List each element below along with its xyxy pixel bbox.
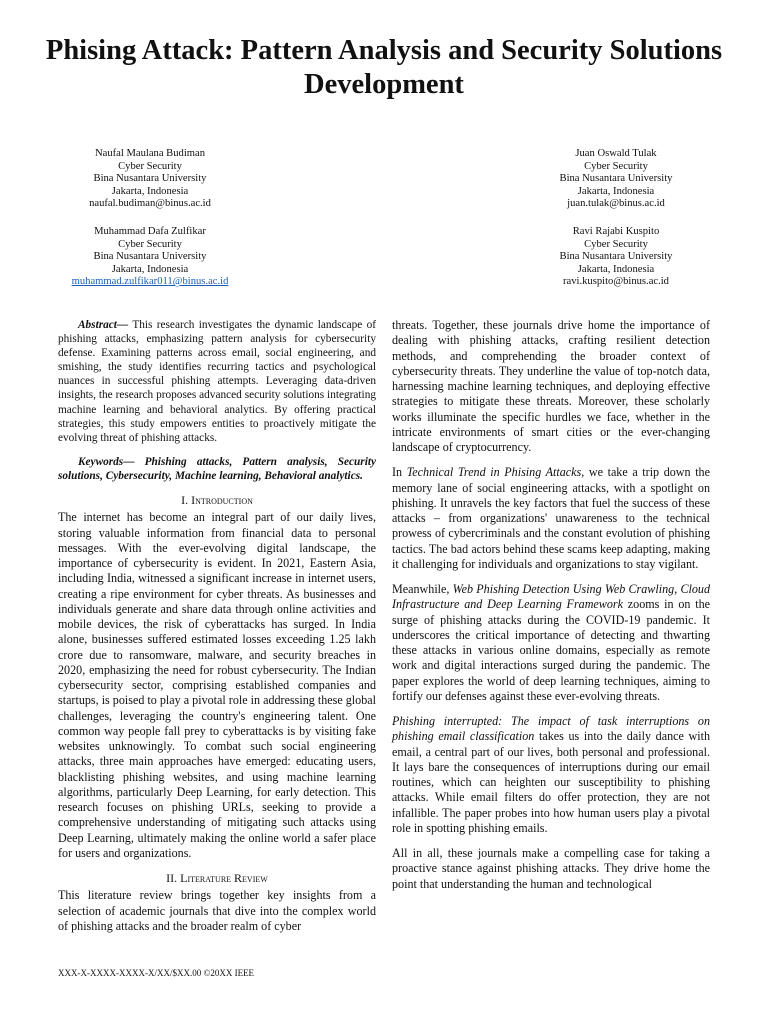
- author-block: [30, 148, 270, 211]
- paragraph: threats. Together, these journals drive home the importance of dealing with phishing attacks, crafting resilient detection methods, and comprehending the broader context of cybersecurity threats. They underline the value of top-notch data, harnessing machine learning techniques, and deploying effective strategies to mitigate these threats. Moreover, these scholarly works illuminate the specific hurdles we face, whether in the intricate environments of smart cities or the ever-changing landscape of cryptocurrency.: [392, 318, 710, 454]
- text: zooms in on the surge of phishing attacks during the COVID-19 pandemic. It underscores the critical importance of detecting and thwarting these attacks in various online domains, especially as remote work and digital interactions surged during the pandemic. The paper explores the world of deep learning techniques, aiming to fortify our defenses against these ever-evolving threats.: [392, 597, 710, 703]
- text: In: [392, 465, 407, 480]
- copyright-footer: XXX-X-XXXX-XXXX-X/XX/$XX.00 ©20XX IEEE: [58, 968, 255, 978]
- left-column: [58, 318, 376, 934]
- author-name: Muhammad Dafa Zulfikar: [94, 226, 206, 237]
- cited-title: Phishing interrupted: The impact of task interruptions on phishing email classification: [392, 714, 710, 744]
- section-heading: I. Introduction: [181, 493, 253, 508]
- paragraph: [392, 714, 710, 836]
- author-name: Naufal Maulana Budiman: [94, 148, 206, 159]
- author-dept: Cyber Security: [118, 160, 182, 172]
- lit-paragraph: This literature review brings together key insights from a selection of academic journals that dive into the complex world of phishing attacks and the broader realm of cyber: [58, 888, 376, 933]
- intro-paragraph: The internet has become an integral part of our daily lives, storing valuable information from financial data to personal messages. With the ever-evolving digital landscape, the importance of cybersecurity is evident. In 2021, Eastern Asia, including India, witnessed a significant increase in internet users, creating a ripe environment for cyber threats. As businesses and individuals generate and share data through online activities and mobile devices, the risk of cyberattacks has surged. In India alone, businesses suffered estimated losses exceeding 1.25 lakh crore due to ransomware, malware, and security breaches in 2020, emphasizing the need for robust cybersecurity. The Indian cybersecurity sector, comprising established companies and startups, is poised to play a pivotal role in addressing these global challenges, leveraging the country's engineering talent. One common way people fall prey to cyberattacks is by visiting fake websites unknowingly. To combat such social engineering attacks, three main approaches have emerged: educating users, blacklisting phishing websites, and using machine learning algorithms, particularly Deep Learning, for early detection. This research focuses on phishing URLs, seeking to provide a comprehensive understanding of mitigating such attacks using Deep Learning, ultimately making the online world a safer place for users and organizations.: [58, 510, 376, 860]
- abstract-label: Abstract—: [78, 319, 129, 331]
- author-dept: Cyber Security: [584, 238, 648, 250]
- cited-title: Technical Trend in Phising Attacks: [406, 465, 582, 480]
- paper-title: Phising Attack: Pattern Analysis and Security Solutions Development: [45, 35, 723, 100]
- author-block: [496, 226, 736, 289]
- author-org: Bina Nusantara University: [559, 173, 673, 185]
- author-name: Ravi Rajabi Kuspito: [572, 226, 660, 237]
- section-heading: II. Literature Review: [166, 871, 268, 886]
- author-block: [496, 148, 736, 211]
- author-block: [30, 226, 270, 289]
- cited-title: Web Phishing Detection Using Web Crawling, Cloud Infrastructure and Deep Learning Framework: [392, 582, 711, 612]
- author-email: naufal.budiman@binus.ac.id: [89, 198, 211, 210]
- author-name: Juan Oswald Tulak: [575, 148, 657, 159]
- author-email: juan.tulak@binus.ac.id: [567, 198, 665, 210]
- author-location: Jakarta, Indonesia: [111, 185, 189, 197]
- keywords: Keywords— Phishing attacks, Pattern analysis, Security solutions, Cybersecurity, Machine learning, Behavioral analytics.: [58, 455, 376, 482]
- abstract: [58, 318, 376, 445]
- abstract-text: This research investigates the dynamic landscape of phishing attacks, emphasizing pattern analysis for cybersecurity defense. Examining patterns across email, social engineering, and smishing, the study identifies recurring tactics and psychological nuances in successful phishing attempts. Leveraging data-driven insights, the research proposes advanced security solutions integrating machine learning and behavioral analytics. By offering practical strategies, this study empowers entities to proactively mitigate the evolving threat of phishing attacks.: [58, 319, 376, 444]
- author-org: Bina Nusantara University: [559, 251, 673, 263]
- text: Meanwhile,: [392, 582, 453, 596]
- author-email-link[interactable]: muhammad.zulfikar011@binus.ac.id: [71, 276, 229, 288]
- author-dept: Cyber Security: [584, 160, 648, 172]
- text: , we take a trip down the memory lane of social engineering attacks, with a spotlight on phishing. It unravels the key factors that fuel the success of these attacks – from organizations' unawareness to the technical prowess of cybercriminals and the constant evolution of phishing tactics. The bad actors behind these scams keep adapting, making it challenging for individuals and organizations to stay vigilant.: [392, 465, 710, 571]
- text: takes us into the daily dance with email, a central part of our lives, both personal and professional. It lays bare the consequences of interruptions during our email routines, which can heighten our susceptibility to phishing attacks. While email filters do offer protection, they are not infallible. The paper probes into how human users play a pivotal role in spotting phishing emails.: [392, 729, 711, 835]
- right-column: [392, 318, 710, 892]
- author-location: Jakarta, Indonesia: [577, 263, 655, 275]
- paragraph: [392, 582, 710, 704]
- paragraph: All in all, these journals make a compelling case for taking a proactive stance against phishing attacks. They drive home the point that understanding the human and technological: [392, 846, 710, 891]
- author-location: Jakarta, Indonesia: [111, 263, 189, 275]
- author-dept: Cyber Security: [118, 238, 182, 250]
- author-location: Jakarta, Indonesia: [577, 185, 655, 197]
- author-email: ravi.kuspito@binus.ac.id: [563, 276, 669, 288]
- author-org: Bina Nusantara University: [93, 173, 207, 185]
- paragraph: [392, 465, 710, 572]
- author-org: Bina Nusantara University: [93, 251, 207, 263]
